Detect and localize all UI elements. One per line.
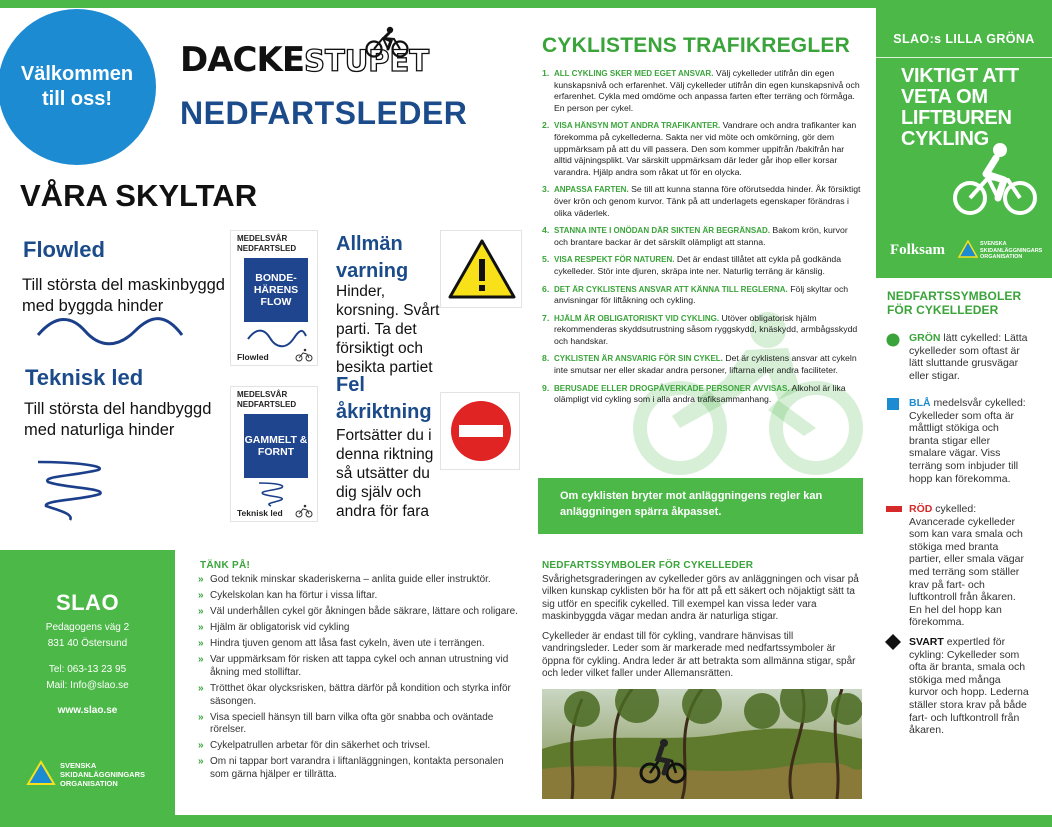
tip-item: » Väl underhållen cykel gör åkningen både säkrare, lättare och roligare. bbox=[198, 606, 518, 619]
rule-item bbox=[542, 284, 862, 307]
teknisk-board-label: GAMMELT & FORNT bbox=[244, 414, 308, 478]
blue-square-icon bbox=[887, 398, 899, 410]
fel-akriktning-description: Fortsätter du i denna riktning så utsätter du dig själv och andra för fara bbox=[336, 427, 434, 520]
traffic-rules-title: CYKLISTENS TRAFIKREGLER bbox=[542, 34, 850, 57]
flowled-board-label: BONDE-HÄRENS FLOW bbox=[244, 258, 308, 322]
rule-lead: HJÄLM ÄR OBLIGATORISKT VID CYKLING. bbox=[554, 313, 720, 323]
rule-text: Det är endast tillåtet att cykla på godkända cykelleder. Stör inte djuren, skräpa inte ner. Naturlig terräng är känslig. bbox=[554, 254, 842, 276]
rule-text: Följ skyltar och anvisningar för liftåkning och cykling. bbox=[554, 283, 849, 306]
sidebar-divider bbox=[876, 57, 1052, 58]
welcome-badge: Välkommen till oss! bbox=[0, 9, 156, 165]
page-title: NEDFARTSLEDER bbox=[180, 95, 468, 131]
tip-item: » God teknik minskar skaderiskerna – anlita guide eller instruktör. bbox=[198, 574, 518, 587]
tips-title: TÄNK PÅ! bbox=[200, 560, 251, 571]
slao-website-link[interactable]: www.slao.se bbox=[57, 705, 118, 716]
tip-item: » Cykelskolan kan ha förtur i vissa liftar. bbox=[198, 590, 518, 603]
mini-cyclist-icon bbox=[295, 504, 313, 518]
slao-phone: Tel: 063-13 23 95 bbox=[48, 664, 127, 675]
rule-item bbox=[542, 184, 862, 219]
tip-item: » Om ni tappar bort varandra i liftanläggningen, kontakta personalen som gärna hjälper er tillrätta. bbox=[198, 756, 518, 781]
mini-cyclist-icon bbox=[295, 348, 313, 362]
symbol-blue-lead: BLÅ bbox=[909, 397, 931, 409]
symbol-black-desc: expertled för cykling: Cykelleder som ofta är branta, smala och stökiga med många kurvor och hopp. Lederna ställer stora krav på både fart- och luftkontroll från åkaren. bbox=[909, 636, 1029, 737]
slao-small-logo bbox=[958, 240, 1043, 263]
cyclist-logo-icon bbox=[364, 26, 410, 58]
symbol-black-text bbox=[909, 636, 1029, 737]
rule-number: 7. bbox=[542, 312, 550, 323]
forest-cyclist-photo bbox=[542, 689, 862, 799]
symbol-blue-desc: medelsvår cykelled: Cykelleder som ofta är måttligt stökiga och branta stigar eller smalare vägar. Viss terräng som inbjuder till hopp kan förekomma. bbox=[909, 397, 1026, 485]
slao-org-text: SVENSKA SKIDANLÄGGNINGARS ORGANISATION bbox=[60, 761, 146, 788]
rule-lead: STANNA INTE I ONÖDAN DÄR SIKTEN ÄR BEGRÄNSAD. bbox=[554, 226, 771, 236]
slao-org-logo bbox=[26, 760, 146, 791]
tips-list bbox=[198, 574, 518, 785]
sidebar-subtitle: VIKTIGT ATT VETA OM LIFTBUREN CYKLING bbox=[901, 65, 1019, 150]
rule-number: 5. bbox=[542, 254, 550, 265]
teknisk-led-description: Till största del handbyggd med naturliga hinder bbox=[24, 400, 212, 439]
rule-number: 2. bbox=[542, 120, 550, 131]
rule-lead: ANPASSA FARTEN. bbox=[554, 185, 629, 195]
rule-item bbox=[542, 68, 862, 114]
rule-lead: VISA HÄNSYN MOT ANDRA TRAFIKANTER. bbox=[554, 121, 721, 131]
logo-text-stupet: STUPET bbox=[304, 44, 430, 78]
no-entry-icon bbox=[449, 399, 513, 463]
rule-lead: BERUSADE ELLER DROGPÅVERKADE PERSONER AVVISAS. bbox=[554, 383, 790, 393]
cyclist-white-icon bbox=[950, 140, 1040, 220]
zigzag-line-icon bbox=[34, 456, 114, 526]
tip-item: » Cykelpatrullen arbetar för din säkerhet och trivsel. bbox=[198, 740, 518, 753]
rule-item bbox=[542, 313, 862, 348]
tip-item: » Var uppmärksam för risken att tappa cykel och annan utrustning vid åkning med stolliftar. bbox=[198, 654, 518, 679]
symbol-black-lead: SVART bbox=[909, 636, 944, 648]
logo-text-dacke: DACKE bbox=[180, 40, 305, 80]
red-bar-icon bbox=[886, 506, 902, 512]
allman-varning-description: Hinder, korsning. Svårt parti. Ta det försiktigt och besikta partiet bbox=[336, 283, 440, 376]
symbol-green-text bbox=[909, 332, 1029, 382]
rule-lead: DET ÄR CYKLISTENS ANSVAR ATT KÄNNA TILL REGLERNA. bbox=[554, 284, 788, 294]
flowled-board-top: MEDELSVÅR NEDFARTSLED bbox=[237, 234, 297, 253]
teknisk-board-foot: Teknisk led bbox=[237, 508, 283, 518]
rule-item bbox=[542, 254, 862, 277]
rule-item bbox=[542, 353, 862, 376]
slao-name: SLAO bbox=[55, 590, 120, 615]
rule-number: 9. bbox=[542, 382, 550, 393]
teknisk-sign-board bbox=[230, 386, 318, 522]
symbol-red-desc: cykelled: Avancerade cykelleder som kan vara smala och stökiga med branta partier, eller smala vägar med terräng som ställer krav på fart- och luftkontroll från åkaren. En hel del hopp kan förekomma. bbox=[909, 503, 1024, 629]
rule-number: 6. bbox=[542, 283, 550, 294]
symbol-red-lead: RÖD bbox=[909, 503, 933, 515]
slao-mail[interactable]: Mail: Info@slao.se bbox=[46, 680, 129, 691]
tip-item: » Hindra tjuven genom att låsa fast cykeln, även ute i terrängen. bbox=[198, 638, 518, 651]
black-diamond-icon bbox=[884, 633, 902, 651]
teknisk-led-title: Teknisk led bbox=[25, 365, 144, 390]
dackestupet-logo bbox=[180, 40, 430, 80]
rule-text: Välj cykelleder utifrån din egen kunskapsnivå och erfarenhet. Välj cykelleder utifrån din egen kunskapsnivå och erfarenhet. Cykla med omdöme och anpassa farten efter terräng och förmåga. En person per cykel. bbox=[554, 68, 860, 113]
symbols-title: NEDFARTSSYMBOLER FÖR CYKELLEDER bbox=[887, 289, 1022, 317]
slao-triangle-icon bbox=[26, 760, 56, 786]
rule-item bbox=[542, 120, 862, 178]
rule-text: Se till att kunna stanna före oförutsedda hinder. Åk försiktigt över krön och genom kurvor. Tänk på att underlagets egenskaper förändras i olika väderlek. bbox=[554, 184, 861, 218]
warning-sign-board bbox=[440, 230, 522, 308]
flowled-sign-board bbox=[230, 230, 318, 366]
symbol-red-text bbox=[909, 503, 1029, 629]
sidebar-heading: SLAO:s LILLA GRÖNA bbox=[893, 32, 1035, 46]
green-circle-icon bbox=[886, 333, 900, 347]
symbol-green-desc: lätt cykelled: Lätta cykelleder som oftast är lätt sluttande grusvägar eller stigar. bbox=[909, 332, 1028, 382]
signs-heading: VÅRA SKYLTAR bbox=[20, 178, 258, 213]
rules-warning-box: Om cyklisten bryter mot anläggningens regler kan anläggningen spärra åkpasset. bbox=[538, 478, 863, 534]
no-entry-sign-board bbox=[440, 392, 520, 470]
symbol-blue-text bbox=[909, 397, 1029, 485]
tip-item: » Visa speciell hänsyn till barn vilka ofta gör snabba och oväntade rörelser. bbox=[198, 712, 518, 737]
allman-varning-title: Allmän varning bbox=[336, 233, 409, 282]
rule-lead: CYKLISTEN ÄR ANSVARIG FÖR SIN CYKEL. bbox=[554, 354, 723, 364]
nedfart-info-paragraph-1: Svårighetsgraderingen av cykelleder görs av anläggningen och visar på vilken kunskap cyklisten bör ha för att på ett säkert och nöjaktigt sätt ta sig utför en specifik cykelled. Till exempel kan vissa leder vara maskinbyggda vägar medan andra är naturliga stigar. bbox=[542, 574, 859, 622]
rule-item bbox=[542, 225, 862, 248]
slao-small-text: SVENSKA SKIDANLÄGGNINGARS ORGANISATION bbox=[980, 241, 1043, 260]
rule-text: Bakom krön, kurvor och brantare backar är det särskilt olämpligt att stanna. bbox=[554, 225, 848, 247]
folksam-logo: Folksam bbox=[890, 242, 946, 258]
bottom-green-strip bbox=[0, 815, 1052, 827]
slao-address-city: 831 40 Östersund bbox=[47, 638, 128, 649]
rule-text: Vandrare och andra trafikanter kan förekomma på cykellederna. Sakta ner vid möte och omkörning, gör dem uppmärksam på att du vill passera. Den som kommer uppifrån /bakifrån har alltid väjningsplikt. Var särskilt uppmärksam där leder går ihop eller korsar varandra. Hjälp andra som råkat ut för en olycka. bbox=[554, 120, 857, 177]
slao-address-street: Pedagogens väg 2 bbox=[45, 622, 130, 633]
tip-item: » Hjälm är obligatorisk vid cykling bbox=[198, 622, 518, 635]
rule-text: Det är cyklistens ansvar att cykeln inte smutsar ner eller skadar andra personer, liftarna eller andra faciliteter. bbox=[554, 353, 857, 376]
rule-item bbox=[542, 383, 862, 406]
rule-number: 3. bbox=[542, 184, 550, 195]
top-green-strip bbox=[0, 0, 1052, 8]
warning-triangle-icon bbox=[446, 237, 518, 301]
nedfart-info-title: NEDFARTSSYMBOLER FÖR CYKELLEDER bbox=[542, 560, 754, 571]
flowled-board-foot: Flowled bbox=[237, 352, 269, 362]
rule-number: 1. bbox=[542, 68, 550, 78]
flowled-title: Flowled bbox=[23, 237, 105, 262]
rule-number: 8. bbox=[542, 353, 550, 364]
rule-text: Utöver obligatorisk hjälm rekommenderas skyddsutrustning såsom ryggskydd, knäskydd, armbågsskydd och handskar. bbox=[554, 312, 858, 346]
rule-lead: VISA RESPEKT FÖR NATUREN. bbox=[554, 255, 675, 265]
symbol-green-lead: GRÖN bbox=[909, 332, 941, 344]
zigzag-mini-icon bbox=[253, 480, 293, 508]
fel-akriktning-title: Fel åkriktning bbox=[336, 374, 432, 423]
rule-lead: ALL CYKLING SKER MED EGET ANSVAR. bbox=[554, 69, 714, 78]
rule-text: Alkohol är lika olämpligt vid cykling som i alla andra trafiksammanhang. bbox=[554, 382, 846, 405]
rule-number: 4. bbox=[542, 225, 550, 236]
flowled-description: Till största del maskinbyggd med byggda hinder bbox=[22, 276, 225, 315]
tip-item: » Trötthet ökar olycksrisken, bättra därför på kondition och styrka inför säsongen. bbox=[198, 683, 518, 708]
slao-triangle-icon bbox=[958, 240, 978, 258]
traffic-rules-list bbox=[542, 68, 862, 412]
nedfart-info-paragraph-2: Cykelleder är endast till för cykling, vandrare hänvisas till vandringsleder. Leder som är markerade med nedfartssymboler är öppna för cykling. Andra leder är att betrakta som allmänna stigar, spår och leder vilket faller under Allemansrätten. bbox=[542, 631, 856, 679]
teknisk-board-top: MEDELSVÅR NEDFARTSLED bbox=[237, 390, 297, 409]
wavy-line-icon bbox=[35, 313, 185, 349]
forest-photo-illustration bbox=[542, 689, 862, 799]
